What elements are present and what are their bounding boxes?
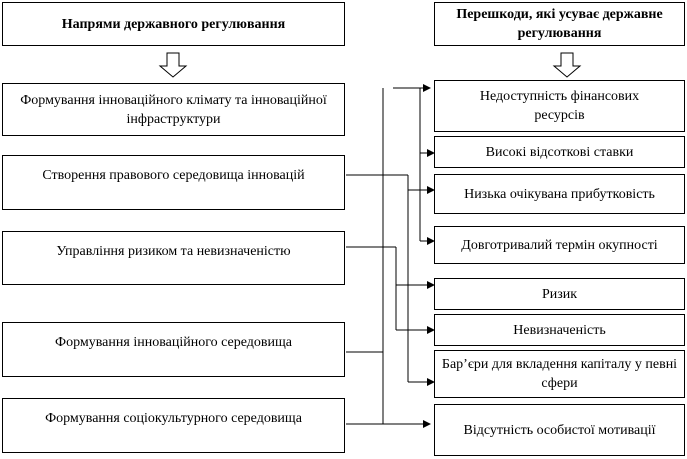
obstacle-box-6: Невизначеність	[434, 314, 685, 346]
direction-box-1: Формування інноваційного клімату та інноваційної інфраструктури	[2, 83, 345, 136]
obstacle-box-5: Ризик	[434, 278, 685, 310]
obstacle-box-2: Високі відсоткові ставки	[434, 136, 685, 168]
down-arrow-icon-left	[160, 53, 186, 77]
header-directions: Напрями державного регулювання	[2, 2, 345, 46]
obstacle-box-1: Недоступність фінансових ресурсів	[434, 80, 685, 132]
direction-box-4: Формування інноваційного середовища	[2, 322, 345, 377]
header-obstacles: Перешкоди, які усуває державне регулювання	[434, 2, 685, 46]
direction-box-5: Формування соціокультурного середовища	[2, 398, 345, 453]
obstacle-box-4: Довготривалий термін окупності	[434, 226, 685, 264]
direction-box-2: Створення правового середовища інновацій	[2, 155, 345, 210]
direction-box-3: Управління ризиком та невизначеністю	[2, 231, 345, 285]
obstacle-box-7: Бар’єри для вкладення капіталу у певні сфери	[434, 350, 685, 398]
down-arrow-icon-right	[554, 53, 580, 77]
obstacle-box-8: Відсутність особистої мотивації	[434, 404, 685, 456]
obstacle-box-3: Низька очікувана прибутковість	[434, 174, 685, 214]
